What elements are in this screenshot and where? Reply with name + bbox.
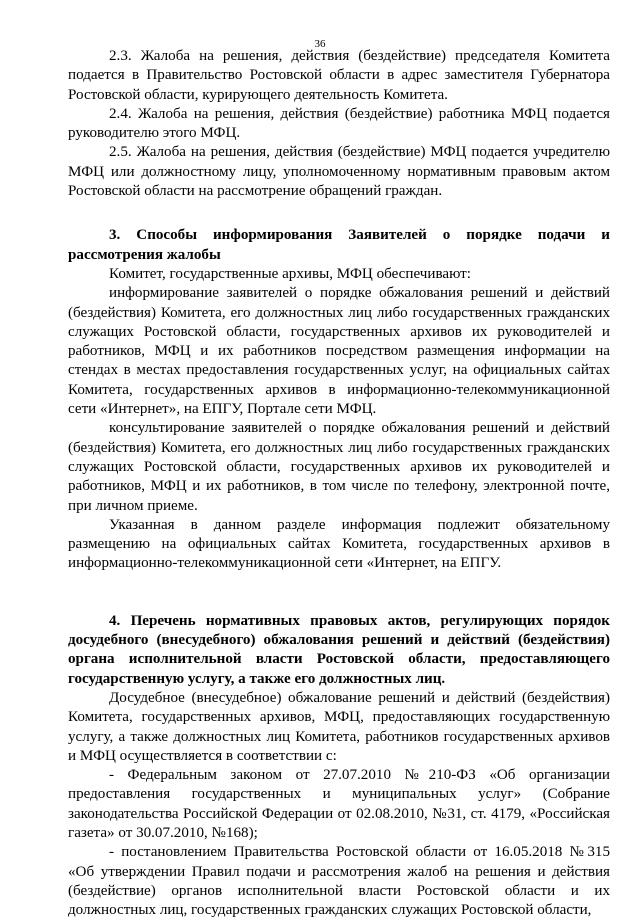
section-3-paragraph: Указанная в данном разделе информация подлежит обязательному размещению на официальных сайтах Комитета, государственных архивов в информационно-телекоммуникационной сети «Интернет, на ЕПГУ. <box>68 516 610 572</box>
section-4-paragraph: - постановлением Правительства Ростовской области от 16.05.2018 №315 «Об утверждении Правил подачи и рассмотрения жалоб на решения и действия (бездействие) органов исполнительной власти Ростовской области и их должностных лиц, государственных гражданских служащих Ростовской области, <box>68 844 610 919</box>
section-3-heading: 3. Способы информирования Заявителей о порядке подачи и рассмотрения жалобы <box>68 227 610 263</box>
section-3-paragraph: Комитет, государственные архивы, МФЦ обеспечивают: <box>109 265 471 282</box>
paragraph-2-5: 2.5. Жалоба на решения, действия (бездействие) МФЦ подается учредителю МФЦ или должностному лицу, уполномоченному нормативным правовым актом Ростовской области на рассмотрение обращений граждан. <box>68 144 610 200</box>
section-4-heading: 4. Перечень нормативных правовых актов, регулирующих порядок досудебного (внесудебного) обжалования решений и действий (бездействия) органа исполнительной власти Ростовской области, предоставляющего государственную услугу, а также его должностных лиц. <box>68 612 610 687</box>
page-number: 36 <box>314 38 326 50</box>
paragraph-2-3: 2.3. Жалоба на решения, действия (бездействие) председателя Комитета подается в Правительство Ростовской области в адрес заместителя Губернатора Ростовской области, курирующего деятельность Комитета. <box>68 48 610 103</box>
page-content <box>68 38 610 920</box>
section-4-paragraph: Досудебное (внесудебное) обжалование решений и действий (бездействия) Комитета, государственных архивов, МФЦ, предоставляющих государственную услугу, а также должностных лиц Комитета, работников государственных архивов и МФЦ осуществляется в соответствии с: <box>68 689 610 764</box>
section-3-paragraph: консультирование заявителей о порядке обжалования решений и действий (бездействия) Комитета, его должностных лиц либо государственных гражданских служащих Ростовской области, государственных архивов их руководителей и работников, МФЦ и их работников, в том числе по телефону, электронной почте, при личном приеме. <box>68 420 610 514</box>
spacer <box>68 574 610 612</box>
paragraph-2-4: 2.4. Жалоба на решения, действия (бездействие) работника МФЦ подается руководителю этого МФЦ. <box>68 105 610 142</box>
section-3-paragraph: информирование заявителей о порядке обжалования решений и действий (бездействия) Комитета, его должностных лиц либо государственных гражданских служащих Ростовской области, государственных архивов их руководителей и работников, МФЦ и их работников посредством размещения информации на стендах в местах предоставления государственных услуг, на официальных сайтах Комитета, государственных архивов в информационно-телекоммуникационной сети «Интернет», на ЕПГУ, Портале сети МФЦ. <box>68 285 610 418</box>
section-4-paragraph: - Федеральным законом от 27.07.2010 №210-ФЗ «Об организации предоставления государственных и муниципальных услуг» (Собрание законодательства Российской Федерации от 02.08.2010, №31, ст. 4179, «Российская газета» от 30.07.2010, №168); <box>68 767 610 841</box>
spacer <box>68 201 610 226</box>
